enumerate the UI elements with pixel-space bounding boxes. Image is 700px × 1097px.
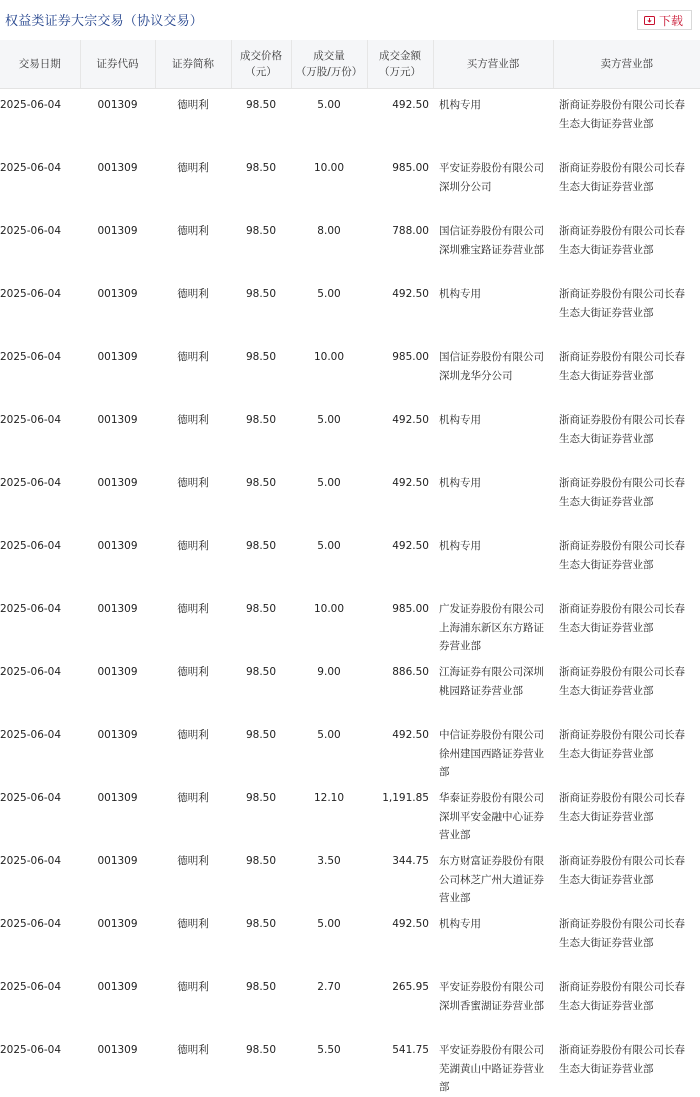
security-code-cell: 001309 [80,341,155,404]
header-label: 交易日期 [2,56,78,72]
volume-cell: 5.50 [291,1034,367,1097]
seller-branch-cell: 浙商证券股份有限公司长春生态大街证券营业部 [553,404,700,467]
table-row [0,467,700,530]
price-cell: 98.50 [231,404,291,467]
amount-cell: 985.00 [367,593,433,656]
header-label: 买方营业部 [436,56,551,72]
trade-date-cell: 2025-06-04 [0,530,80,593]
price-cell: 98.50 [231,467,291,530]
volume-cell: 10.00 [291,593,367,656]
header-label: 证券简称 [158,56,229,72]
seller-branch-cell: 浙商证券股份有限公司长春生态大街证券营业部 [553,908,700,971]
table-row [0,656,700,719]
header-label: 成交量 [294,48,365,64]
seller-branch-cell: 浙商证券股份有限公司长春生态大街证券营业部 [553,971,700,1034]
buyer-branch-cell: 机构专用 [433,530,553,593]
table-row [0,341,700,404]
volume-cell: 5.00 [291,404,367,467]
trade-date-cell: 2025-06-04 [0,467,80,530]
page-title: 权益类证券大宗交易（协议交易） [5,10,203,29]
table-row [0,89,700,153]
download-button[interactable] [637,10,692,30]
buyer-branch-cell: 江海证券有限公司深圳桃园路证券营业部 [433,656,553,719]
seller-branch-cell: 浙商证券股份有限公司长春生态大街证券营业部 [553,719,700,782]
price-cell: 98.50 [231,530,291,593]
trade-date-cell: 2025-06-04 [0,782,80,845]
amount-cell: 985.00 [367,152,433,215]
seller-branch-cell: 浙商证券股份有限公司长春生态大街证券营业部 [553,845,700,908]
amount-cell: 492.50 [367,467,433,530]
security-name-cell: 德明利 [155,1034,231,1097]
header-label: 成交价格 [234,48,289,64]
block-trade-table [0,40,700,1097]
volume-cell: 5.00 [291,908,367,971]
volume-cell: 10.00 [291,152,367,215]
amount-cell: 344.75 [367,845,433,908]
table-row [0,971,700,1034]
trade-date-cell: 2025-06-04 [0,908,80,971]
volume-cell: 8.00 [291,215,367,278]
table-row [0,908,700,971]
price-cell: 98.50 [231,782,291,845]
table-row [0,845,700,908]
seller-branch-cell: 浙商证券股份有限公司长春生态大街证券营业部 [553,782,700,845]
header-security-code [80,40,155,89]
download-icon [644,15,655,26]
table-row [0,215,700,278]
trade-date-cell: 2025-06-04 [0,719,80,782]
buyer-branch-cell: 机构专用 [433,89,553,153]
security-name-cell: 德明利 [155,278,231,341]
trade-date-cell: 2025-06-04 [0,1034,80,1097]
seller-branch-cell: 浙商证券股份有限公司长春生态大街证券营业部 [553,341,700,404]
amount-cell: 1,191.85 [367,782,433,845]
table-row [0,404,700,467]
trade-date-cell: 2025-06-04 [0,404,80,467]
security-code-cell: 001309 [80,467,155,530]
table-row [0,1034,700,1097]
security-code-cell: 001309 [80,152,155,215]
security-code-cell: 001309 [80,404,155,467]
price-cell: 98.50 [231,341,291,404]
security-name-cell: 德明利 [155,971,231,1034]
trade-date-cell: 2025-06-04 [0,971,80,1034]
security-code-cell: 001309 [80,845,155,908]
seller-branch-cell: 浙商证券股份有限公司长春生态大街证券营业部 [553,593,700,656]
trade-date-cell: 2025-06-04 [0,278,80,341]
seller-branch-cell: 浙商证券股份有限公司长春生态大街证券营业部 [553,656,700,719]
security-code-cell: 001309 [80,971,155,1034]
security-name-cell: 德明利 [155,404,231,467]
security-name-cell: 德明利 [155,845,231,908]
seller-branch-cell: 浙商证券股份有限公司长春生态大街证券营业部 [553,215,700,278]
seller-branch-cell: 浙商证券股份有限公司长春生态大街证券营业部 [553,530,700,593]
volume-cell: 5.00 [291,530,367,593]
buyer-branch-cell: 机构专用 [433,278,553,341]
security-code-cell: 001309 [80,593,155,656]
amount-cell: 985.00 [367,341,433,404]
trade-date-cell: 2025-06-04 [0,89,80,153]
trade-date-cell: 2025-06-04 [0,152,80,215]
table-row [0,782,700,845]
volume-cell: 12.10 [291,782,367,845]
security-name-cell: 德明利 [155,467,231,530]
download-label: 下载 [659,12,683,29]
volume-cell: 5.00 [291,89,367,153]
security-name-cell: 德明利 [155,341,231,404]
security-code-cell: 001309 [80,530,155,593]
price-cell: 98.50 [231,278,291,341]
amount-cell: 886.50 [367,656,433,719]
header-label: 成交金额 [370,48,431,64]
header-buyer [433,40,553,89]
seller-branch-cell: 浙商证券股份有限公司长春生态大街证券营业部 [553,1034,700,1097]
price-cell: 98.50 [231,89,291,153]
volume-cell: 5.00 [291,278,367,341]
amount-cell: 492.50 [367,89,433,153]
trade-date-cell: 2025-06-04 [0,215,80,278]
table-header-row [0,40,700,89]
price-cell: 98.50 [231,971,291,1034]
seller-branch-cell: 浙商证券股份有限公司长春生态大街证券营业部 [553,467,700,530]
volume-cell: 9.00 [291,656,367,719]
buyer-branch-cell: 广发证券股份有限公司上海浦东新区东方路证券营业部 [433,593,553,656]
security-code-cell: 001309 [80,719,155,782]
table-row [0,593,700,656]
security-name-cell: 德明利 [155,530,231,593]
security-name-cell: 德明利 [155,593,231,656]
header-label: （万元） [370,64,431,80]
security-name-cell: 德明利 [155,908,231,971]
buyer-branch-cell: 国信证券股份有限公司深圳龙华分公司 [433,341,553,404]
table-body [0,89,700,1097]
buyer-branch-cell: 平安证券股份有限公司芜湖黄山中路证券营业部 [433,1034,553,1097]
header-volume [291,40,367,89]
price-cell: 98.50 [231,719,291,782]
seller-branch-cell: 浙商证券股份有限公司长春生态大街证券营业部 [553,89,700,153]
price-cell: 98.50 [231,656,291,719]
security-code-cell: 001309 [80,782,155,845]
amount-cell: 492.50 [367,530,433,593]
security-code-cell: 001309 [80,908,155,971]
header-label: 证券代码 [83,56,153,72]
buyer-branch-cell: 机构专用 [433,404,553,467]
header-label: （万股/万份） [294,64,365,80]
header-trade-date [0,40,80,89]
price-cell: 98.50 [231,593,291,656]
trade-date-cell: 2025-06-04 [0,593,80,656]
price-cell: 98.50 [231,215,291,278]
title-bar [0,0,700,40]
volume-cell: 2.70 [291,971,367,1034]
amount-cell: 492.50 [367,719,433,782]
price-cell: 98.50 [231,908,291,971]
amount-cell: 492.50 [367,404,433,467]
buyer-branch-cell: 中信证券股份有限公司徐州建国西路证券营业部 [433,719,553,782]
amount-cell: 265.95 [367,971,433,1034]
buyer-branch-cell: 平安证券股份有限公司深圳分公司 [433,152,553,215]
security-name-cell: 德明利 [155,656,231,719]
seller-branch-cell: 浙商证券股份有限公司长春生态大街证券营业部 [553,278,700,341]
security-name-cell: 德明利 [155,782,231,845]
volume-cell: 3.50 [291,845,367,908]
amount-cell: 492.50 [367,908,433,971]
header-seller [553,40,700,89]
security-name-cell: 德明利 [155,719,231,782]
amount-cell: 541.75 [367,1034,433,1097]
amount-cell: 788.00 [367,215,433,278]
table-row [0,152,700,215]
buyer-branch-cell: 平安证券股份有限公司深圳香蜜湖证券营业部 [433,971,553,1034]
buyer-branch-cell: 东方财富证券股份有限公司林芝广州大道证券营业部 [433,845,553,908]
buyer-branch-cell: 国信证券股份有限公司深圳雅宝路证券营业部 [433,215,553,278]
security-code-cell: 001309 [80,1034,155,1097]
price-cell: 98.50 [231,152,291,215]
table-row [0,719,700,782]
buyer-branch-cell: 机构专用 [433,467,553,530]
trade-date-cell: 2025-06-04 [0,845,80,908]
security-code-cell: 001309 [80,89,155,153]
price-cell: 98.50 [231,1034,291,1097]
volume-cell: 5.00 [291,467,367,530]
buyer-branch-cell: 华泰证券股份有限公司深圳平安金融中心证券营业部 [433,782,553,845]
security-code-cell: 001309 [80,656,155,719]
trade-date-cell: 2025-06-04 [0,341,80,404]
table-row [0,278,700,341]
header-label: 卖方营业部 [556,56,699,72]
header-label: （元） [234,64,289,80]
security-code-cell: 001309 [80,278,155,341]
header-price [231,40,291,89]
security-name-cell: 德明利 [155,215,231,278]
buyer-branch-cell: 机构专用 [433,908,553,971]
volume-cell: 10.00 [291,341,367,404]
table-row [0,530,700,593]
header-amount [367,40,433,89]
security-name-cell: 德明利 [155,89,231,153]
seller-branch-cell: 浙商证券股份有限公司长春生态大街证券营业部 [553,152,700,215]
volume-cell: 5.00 [291,719,367,782]
amount-cell: 492.50 [367,278,433,341]
price-cell: 98.50 [231,845,291,908]
security-name-cell: 德明利 [155,152,231,215]
header-security-name [155,40,231,89]
security-code-cell: 001309 [80,215,155,278]
trade-date-cell: 2025-06-04 [0,656,80,719]
